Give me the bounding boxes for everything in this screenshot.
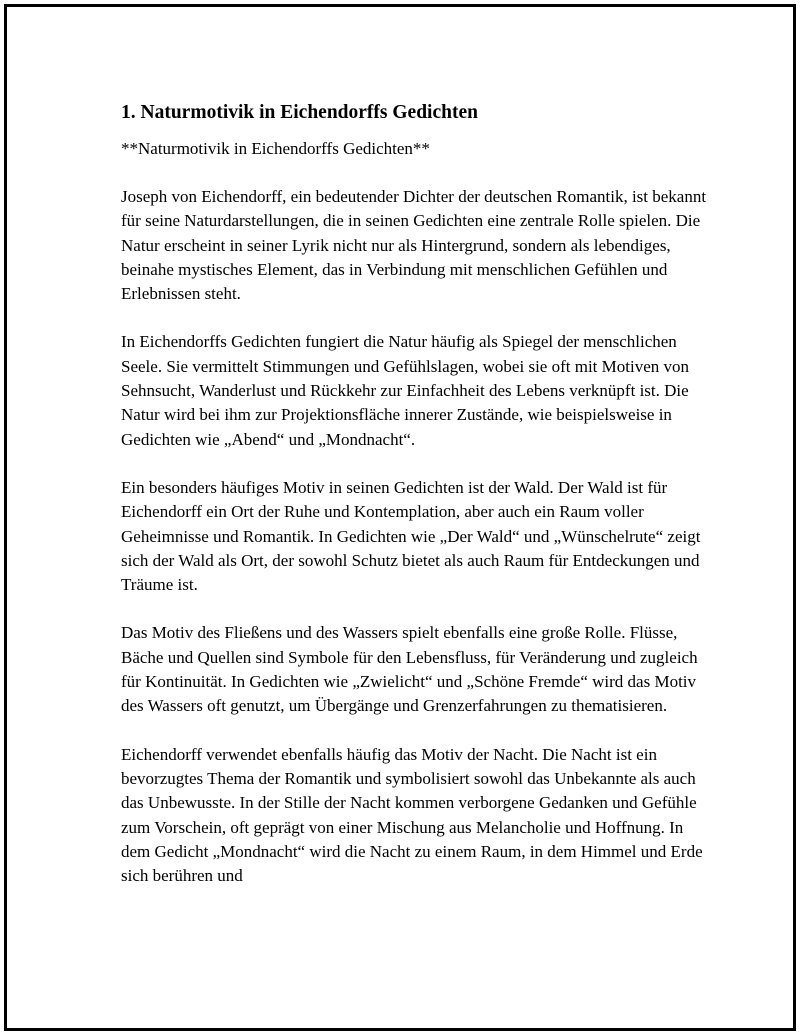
section-subheading: **Naturmotivik in Eichendorffs Gedichten** [121, 139, 430, 158]
paragraph-water-motif: Das Motiv des Fließens und des Wassers spielt ebenfalls eine große Rolle. Flüsse, Bäche und Quellen sind Symbole für den Lebensfluss, für Veränderung und zugleich für Kontinuität. In Gedichten wie „Zwielicht“ und „Schöne Fremde“ wird das Motiv des Wassers oft genutzt, um Übergänge und Grenzerfahrungen zu thematisieren. [121, 623, 698, 716]
paragraph-intro: Joseph von Eichendorff, ein bedeutender Dichter der deutschen Romantik, ist bekannt für seine Naturdarstellungen, die in seinen Gedichten eine zentrale Rolle spielen. Die Natur erscheint in seiner Lyrik nicht nur als Hintergrund, sondern als lebendiges, beinahe mystisches Element, das in Verbindung mit menschlichen Gefühlen und Erlebnissen steht. [121, 187, 707, 304]
paragraph-forest-motif: Ein besonders häufiges Motiv in seinen Gedichten ist der Wald. Der Wald ist für Eichendorff ein Ort der Ruhe und Kontemplation, aber auch ein Raum voller Geheimnisse und Romantik. In Gedichten wie „Der Wald“ und „Wünschelrute“ zeigt sich der Wald als Ort, der sowohl Schutz bietet als auch Raum für Entdeckungen und Träume ist. [121, 477, 701, 595]
paragraph-mirror-of-soul: In Eichendorffs Gedichten fungiert die Natur häufig als Spiegel der menschlichen Seele. Sie vermittelt Stimmungen und Gefühlslagen, wobei sie oft mit Motiven von Sehnsucht, Wanderlust und Rückkehr zur Einfachheit des Lebens verknüpft ist. Die Natur wird bei ihm zur Projektionsfläche innerer Zustände, wie beispielsweise in Gedichten wie „Abend“ und „Mondnacht“. [121, 332, 689, 449]
document-page [4, 4, 796, 1031]
document-body [121, 99, 711, 888]
section-heading: 1. Naturmotivik in Eichendorffs Gedichten [121, 102, 478, 123]
paragraph-night-motif: Eichendorff verwendet ebenfalls häufig das Motiv der Nacht. Die Nacht ist ein bevorzugtes Thema der Romantik und symbolisiert sowohl das Unbekannte als auch das Unbewusste. In der Stille der Nacht kommen verborgene Gedanken und Gefühle zum Vorschein, oft geprägt von einer Mischung aus Melancholie und Hoffnung. In dem Gedicht „Mondnacht“ wird die Nacht zu einem Raum, in dem Himmel und Erde sich berühren und [121, 744, 703, 886]
